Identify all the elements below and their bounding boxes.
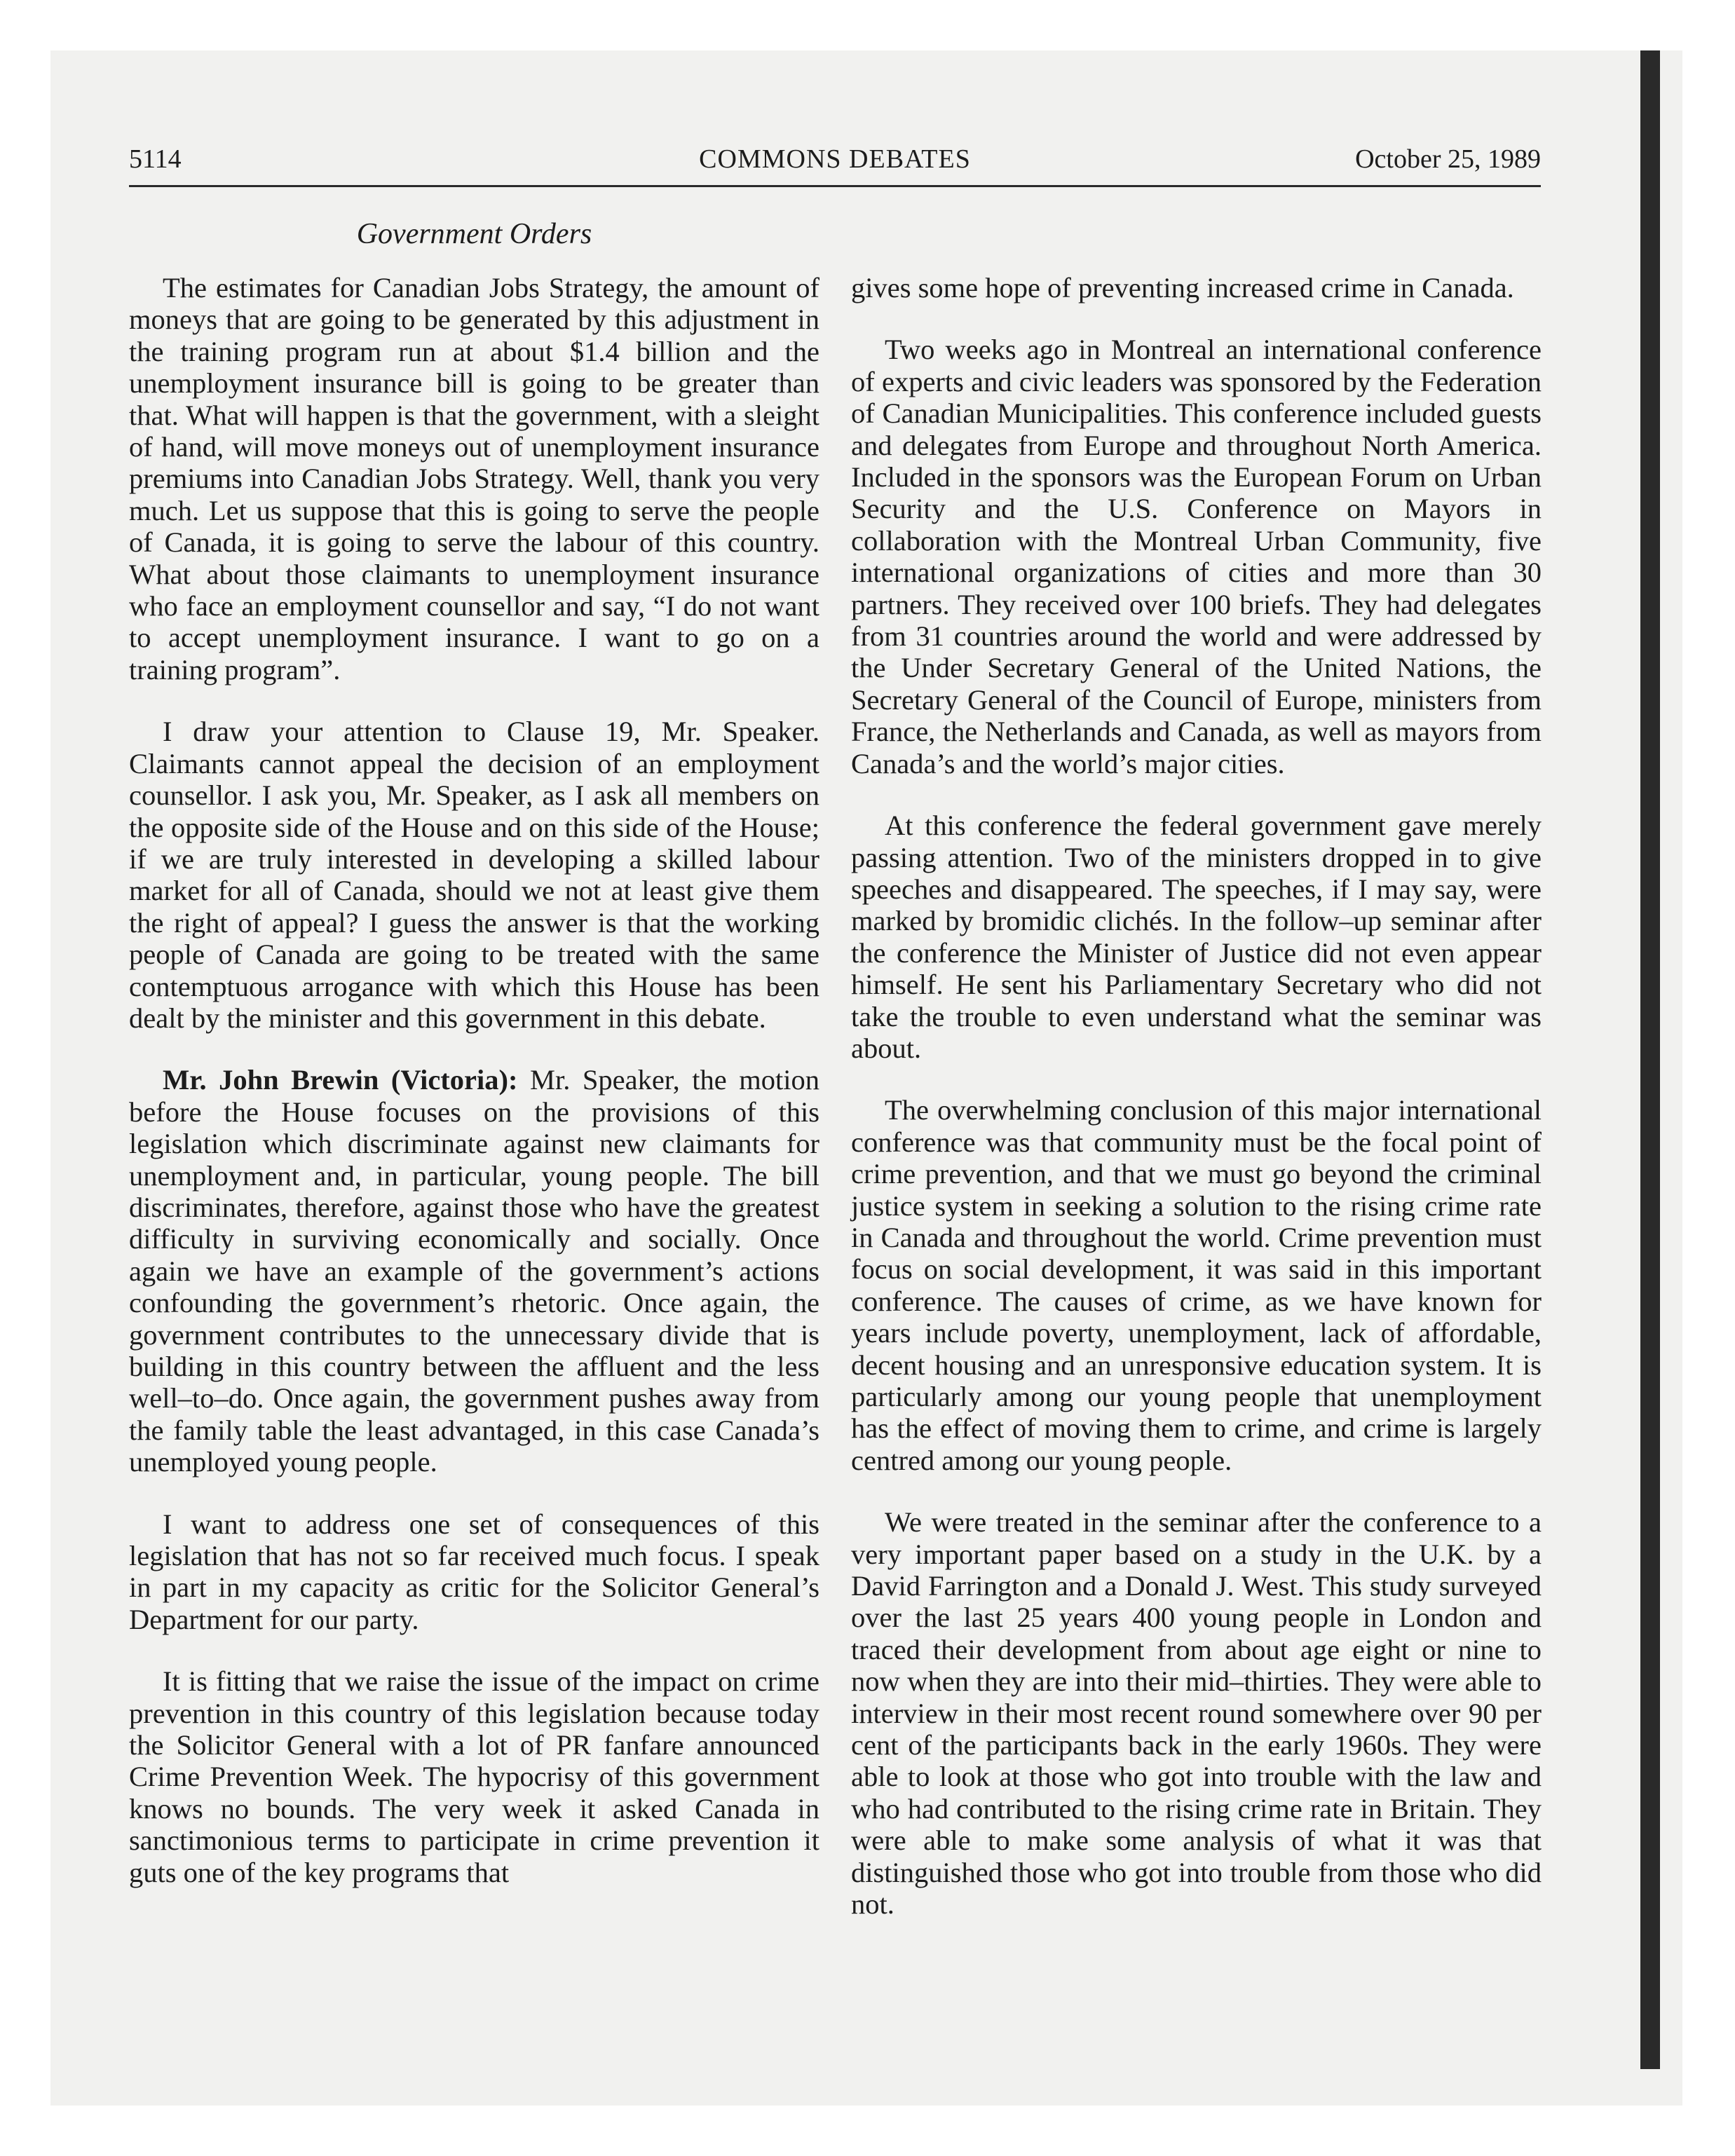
paragraph: I draw your attention to Clause 19, Mr. Speaker. Claimants cannot appeal the decision of an employment counsellor. I ask you, Mr. Speaker, as I ask all members on the opposite side of the House and on this side of the House; if we are truly interested in developing a skilled labour market for all of Canada, should we not at least give them the right of appeal? I guess the answer is that the working people of Canada are going to be treated with the same contemptuous arrogance with which this House has been dealt by the minister and this government in this debate.	[129, 716, 819, 1034]
speech-text: Mr. Speaker, the motion before the House focuses on the provisions of this legislation which discriminate against new claimants for unemployment and, in particular, young people. The bill discriminates, therefore, against those who have the greatest difficulty in surviving economically and socially. Once again we have an example of the government’s actions confounding the government’s rhetoric. Once again, the government contributes to the unnecessary divide that is building in this country between the affluent and the less well–to–do. Once again, the government pushes away from the family table the least advantaged, in this case Canada’s unemployed young people.	[129, 1064, 819, 1478]
right-column	[851, 272, 1542, 1951]
paragraph: At this conference the federal government gave merely passing attention. Two of the ministers dropped in to give speeches and disappeared. The speeches, if I may say, were marked by bromidic clichés. In the follow–up seminar after the conference the Minister of Justice did not even appear himself. He sent his Parliamentary Secretary who did not take the trouble to even understand what the seminar was about.	[851, 810, 1542, 1064]
paragraph: It is fitting that we raise the issue of the impact on crime prevention in this country of this legislation because today the Solicitor General with a lot of PR fanfare announced Crime Prevention Week. The hypocrisy of this government knows no bounds. The very week it asked Canada in sanctimonious terms to participate in crime prevention it guts one of the key programs that	[129, 1665, 819, 1888]
header-rule	[129, 185, 1541, 187]
speaker-name: Mr. John Brewin (Victoria):	[163, 1064, 518, 1096]
paragraph	[129, 1064, 819, 1478]
left-column	[129, 272, 819, 1918]
paragraph: The overwhelming conclusion of this major international conference was that community must be the focal point of crime prevention, and that we must go beyond the criminal justice system in seeking a solution to the rising crime rate in Canada and throughout the world. Crime prevention must focus on social development, it was said in this important conference. The causes of crime, as we have known for years include poverty, unemployment, lack of affordable, decent housing and an unresponsive education system. It is particularly among our young people that unemployment has the effect of moving them to crime, and crime is largely centred among our young people.	[851, 1094, 1542, 1476]
publication-date: October 25, 1989	[1355, 144, 1541, 174]
paragraph: The estimates for Canadian Jobs Strategy, the amount of moneys that are going to be generated by this adjustment in the training program run at about $1.4 billion and the unemployment insurance bill is going to be greater than that. What will happen is that the government, with a sleight of hand, will move moneys out of unemployment insurance premiums into Canadian Jobs Strategy. Well, thank you very much. Let us suppose that this is going to serve the people of Canada, it is going to serve the labour of this country. What about those claimants to unemployment insurance who face an employment counsellor and say, “I do not want to accept unemployment insurance. I want to go on a training program”.	[129, 272, 819, 685]
paragraph: We were treated in the seminar after the conference to a very important paper based on a study in the U.K. by a David Farrington and a Donald J. West. This study surveyed over the last 25 years 400 young people in London and traced their development from about age eight or nine to now when they are into their mid–thirties. They were able to interview in their most recent round somewhere over 90 per cent of the participants back in the early 1960s. They were able to look at those who got into trouble with the law and who had contributed to the rising crime rate in Britain. They were able to make some analysis of what it was that distinguished those who got into trouble from those who did not.	[851, 1506, 1542, 1920]
running-header	[129, 144, 1541, 186]
paragraph: Two weeks ago in Montreal an international conference of experts and civic leaders was sponsored by the Federation of Canadian Municipalities. This conference included guests and delegates from Europe and throughout North America. Included in the sponsors was the European Forum on Urban Security and the U.S. Conference on Mayors in collaboration with the Montreal Urban Community, five international organizations of cities and more than 30 partners. They received over 100 briefs. They had delegates from 31 countries around the world and were addressed by the Under Secretary General of the United Nations, the Secretary General of the Council of Europe, ministers from France, the Netherlands and Canada, as well as mayors from Canada’s and the world’s major cities.	[851, 334, 1542, 779]
journal-title: COMMONS DEBATES	[699, 144, 971, 174]
binding-edge	[1640, 50, 1660, 2069]
page-number: 5114	[129, 144, 182, 174]
paragraph: gives some hope of preventing increased crime in Canada.	[851, 272, 1514, 303]
section-title: Government Orders	[356, 218, 592, 250]
paragraph: I want to address one set of consequences of this legislation that has not so far received much focus. I speak in part in my capacity as critic for the Solicitor General’s Department for our party.	[129, 1508, 819, 1635]
